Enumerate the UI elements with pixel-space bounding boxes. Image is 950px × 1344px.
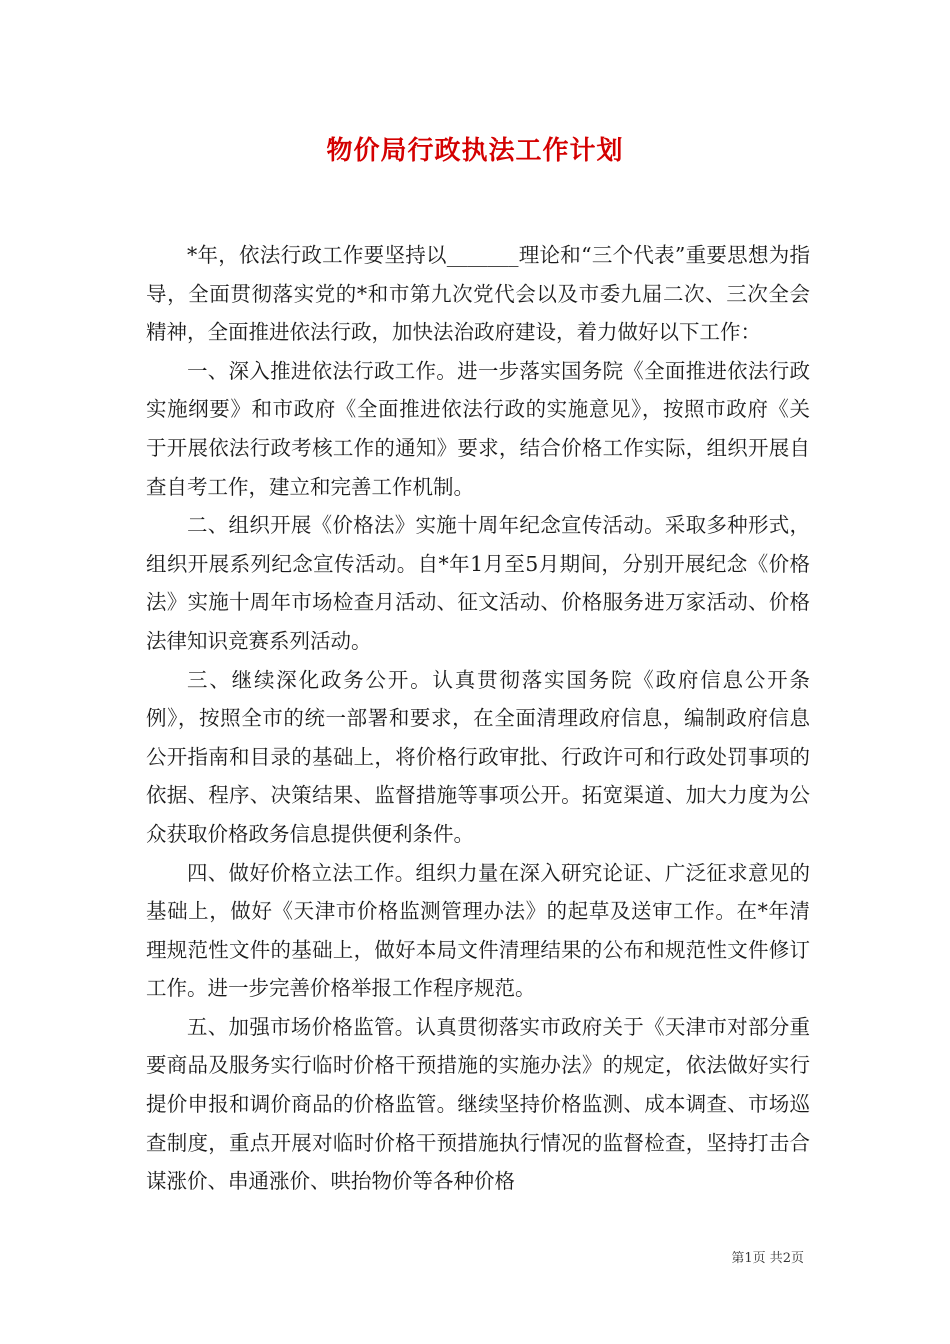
document-body bbox=[146, 236, 810, 1201]
paragraph-section-3: 三、继续深化政务公开。认真贯彻落实国务院《政府信息公开条例》，按照全市的统一部署和要求，在全面清理政府信息，编制政府信息公开指南和目录的基础上，将价格行政审批、行政许可和行政处罚事项的依据、程序、决策结果、监督措施等事项公开。拓宽渠道、加大力度为公众获取价格政务信息提供便利条件。 bbox=[146, 667, 810, 846]
paragraph-section-1: 一、深入推进依法行政工作。进一步落实国务院《全面推进依法行政实施纲要》和市政府《全面推进依法行政的实施意见》，按照市政府《关于开展依法行政考核工作的通知》要求，结合价格工作实际，组织开展自查自考工作，建立和完善工作机制。 bbox=[146, 358, 810, 499]
paragraph-section-4: 四、做好价格立法工作。组织力量在深入研究论证、广泛征求意见的基础上，做好《天津市价格监测管理办法》的起草及送审工作。在*年清理规范性文件的基础上，做好本局文件清理结果的公布和规范性文件修订工作。进一步完善价格举报工作程序规范。 bbox=[146, 860, 810, 1001]
paragraph-section-2: 二、组织开展《价格法》实施十周年纪念宣传活动。采取多种形式，组织开展系列纪念宣传活动。自*年1月至5月期间，分别开展纪念《价格法》实施十周年市场检查月活动、征文活动、价格服务进万家活动、价格法律知识竞赛系列活动。 bbox=[146, 513, 810, 653]
page-number-footer: 第1页 共2页 bbox=[731, 1251, 804, 1266]
document-title: 物价局行政执法工作计划 bbox=[326, 136, 624, 166]
paragraph-intro: *年，依法行政工作要坚持以_______理论和“三个代表”重要思想为指导，全面贯彻落实党的*和市第九次党代会以及市委九届二次、三次全会精神，全面推进依法行政，加快法治政府建设，着力做好以下工作： bbox=[146, 243, 810, 345]
paragraph-section-5: 五、加强市场价格监管。认真贯彻落实市政府关于《天津市对部分重要商品及服务实行临时价格干预措施的实施办法》的规定，依法做好实行提价申报和调价商品的价格监管。继续坚持价格监测、成本调查、市场巡查制度，重点开展对临时价格干预措施执行情况的监督检查，坚持打击合谋涨价、串通涨价、哄抬物价等各种价格 bbox=[146, 1014, 810, 1194]
